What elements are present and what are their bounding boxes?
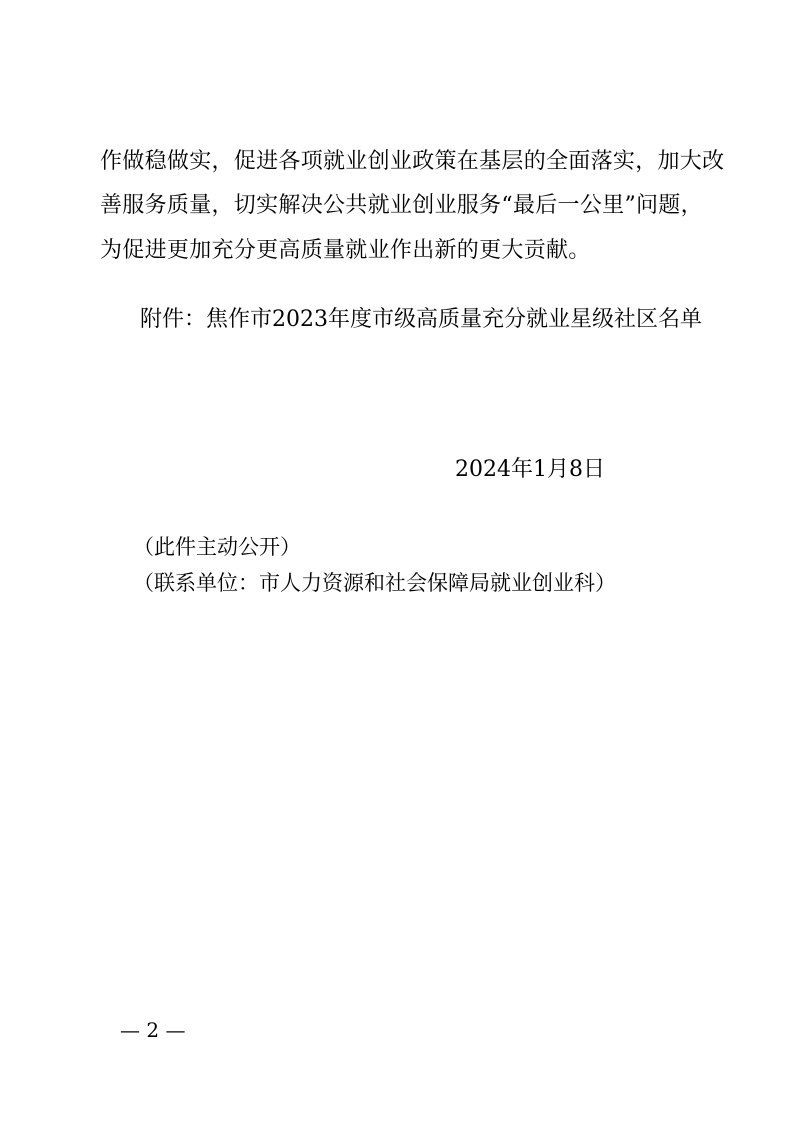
disclosure-note: （此件主动公开） <box>133 535 301 559</box>
page-number: — 2 — <box>120 1018 186 1042</box>
body-text-line-3: 为促进更加充分更高质量就业作出新的更大贡献。 <box>100 238 591 263</box>
body-text-line-1: 作做稳做实，促进各项就业创业政策在基层的全面落实，加大改 <box>100 149 725 174</box>
body-text-line-2: 善服务质量，切实解决公共就业创业服务“最后一公里”问题， <box>100 193 703 218</box>
issue-date: 2024年1月8日 <box>455 457 605 482</box>
attachment-line: 附件：焦作市2023年度市级高质量充分就业星级社区名单 <box>140 307 702 332</box>
contact-note: （联系单位：市人力资源和社会保障局就业创业科） <box>133 571 616 595</box>
